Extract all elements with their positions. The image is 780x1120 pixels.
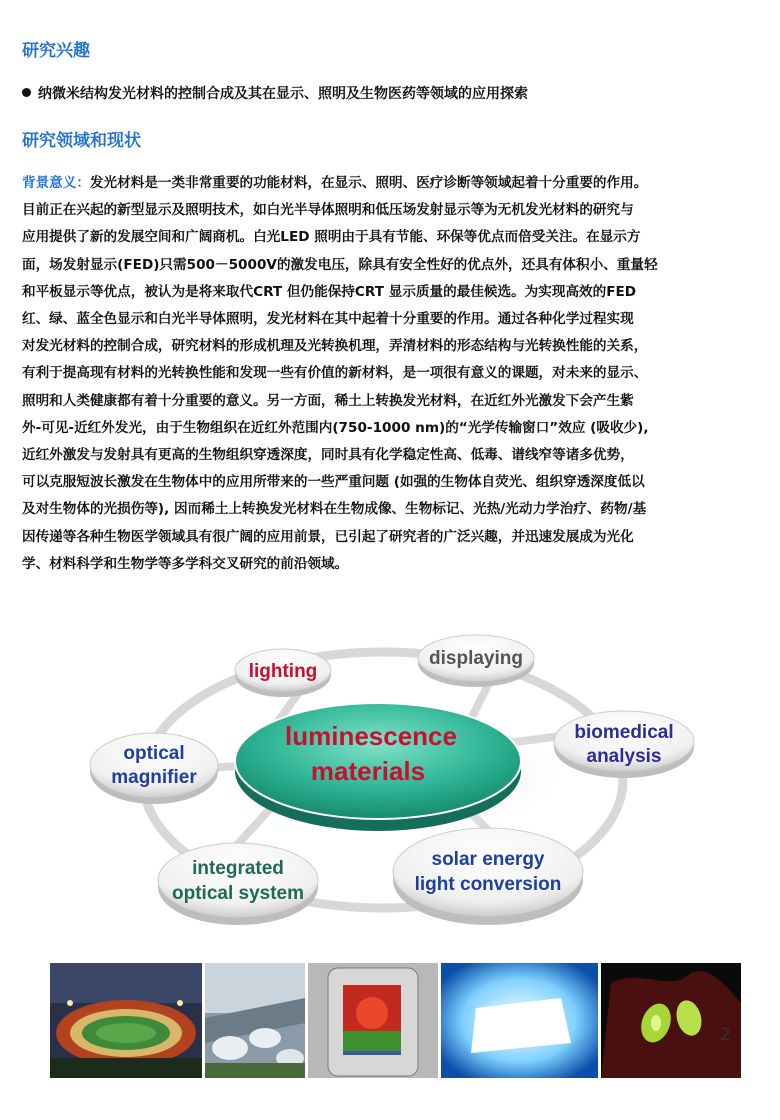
node-label: integrated bbox=[192, 858, 284, 879]
section-title-research-field: 研究领域和现状 bbox=[22, 131, 141, 151]
node-label: analysis bbox=[586, 746, 662, 767]
center-label: luminescence bbox=[285, 721, 457, 751]
paragraph-line: 外-可见-近红外发光，由于生物组织在近红外范围内(750-1000 nm)的“光学传输窗口”效应 (吸收少), bbox=[22, 419, 649, 436]
mobile-phone-display-photo bbox=[308, 963, 438, 1078]
background-label: 背景意义： bbox=[22, 175, 90, 191]
luminescence-applications-diagram bbox=[78, 625, 698, 940]
stadium-photo bbox=[50, 963, 202, 1078]
bullet-dot-icon bbox=[22, 88, 31, 97]
paragraph-line: 因传递等各种生物医学领域具有很广阔的应用前景，已引起了研究者的广泛兴趣，并迅速发展成为光化 bbox=[22, 528, 634, 545]
center-label: materials bbox=[310, 756, 426, 786]
page-number: 2 bbox=[720, 1025, 731, 1045]
node-lighting bbox=[235, 649, 331, 697]
node-biomedical-analysis bbox=[554, 711, 694, 778]
node-solar-energy-light-conversion bbox=[393, 828, 583, 925]
paragraph-line: 面，场发射显示(FED)只需500－5000V的激发电压，除具有安全性好的优点外，还具有体积小、重量轻 bbox=[22, 256, 658, 273]
node-label: light conversion bbox=[414, 874, 562, 895]
node-label: displaying bbox=[429, 648, 523, 669]
center-node-luminescence-materials bbox=[235, 703, 521, 831]
node-label: biomedical bbox=[574, 722, 674, 743]
glowing-light-panel-photo bbox=[441, 963, 598, 1078]
greenhouse-lamps-photo bbox=[205, 963, 305, 1078]
paragraph-line: 背景意义：发光材料是一类非常重要的功能材料，在显示、照明、医疗诊断等领域起着十分重要的作用。 bbox=[22, 175, 648, 191]
paragraph-line: 目前正在兴起的新型显示及照明技术，如白光半导体照明和低压场发射显示等为无机发光材料的研究与 bbox=[22, 202, 634, 219]
research-interest-item bbox=[22, 83, 528, 103]
node-label: magnifier bbox=[111, 767, 197, 788]
paragraph-line: 近红外激发与发射具有更高的生物组织穿透深度，同时具有化学稳定性高、低毒、谱线窄等诸多优势， bbox=[22, 447, 634, 464]
paragraph-line: 对发光材料的控制合成，研究材料的形成机理及光转换机理，弄清材料的形态结构与光转换性能的关系， bbox=[22, 338, 648, 355]
paragraph-line: 学、材料科学和生物学等多学科交叉研究的前沿领域。 bbox=[22, 555, 349, 572]
paragraph-line: 照明和人类健康都有着十分重要的意义。另一方面，稀土上转换发光材料，在近红外光激发下会产生紫 bbox=[22, 392, 634, 409]
fluorescent-cells-photo bbox=[601, 963, 741, 1078]
node-displaying bbox=[418, 635, 534, 687]
background-paragraph bbox=[22, 170, 766, 578]
paragraph-line: 可以克服短波长激发在生物体中的应用所带来的一些严重问题 (如强的生物体自荧光、组织穿透深度低以 bbox=[22, 474, 645, 491]
node-integrated-optical-system bbox=[158, 843, 318, 925]
node-label: solar energy bbox=[431, 849, 545, 870]
node-optical-magnifier bbox=[90, 733, 218, 804]
paragraph-line: 应用提供了新的发展空间和广阔商机。白光LED 照明由于具有节能、环保等优点而倍受关注。在显示方 bbox=[22, 229, 641, 246]
paragraph-line: 和平板显示等优点，被认为是将来取代CRT 但仍能保持CRT 显示质量的最佳候选。为实现高效的FED bbox=[22, 283, 637, 300]
paragraph-line: 有利于提高现有材料的光转换性能和发现一些有价值的新材料，是一项很有意义的课题，对未来的显示、 bbox=[22, 365, 648, 382]
research-interest-text: 纳微米结构发光材料的控制合成及其在显示、照明及生物医药等领域的应用探索 bbox=[38, 86, 528, 102]
node-label: optical system bbox=[172, 883, 304, 904]
section-title-research-interest: 研究兴趣 bbox=[22, 41, 90, 61]
paragraph-line: 红、绿、蓝全色显示和白光半导体照明，发光材料在其中起着十分重要的作用。通过各种化学过程实现 bbox=[22, 311, 634, 328]
paragraph-line: 及对生物体的光损伤等), 因而稀土上转换发光材料在生物成像、生物标记、光热/光动力学治疗、药物/基 bbox=[22, 501, 647, 518]
node-label: lighting bbox=[248, 661, 318, 682]
node-label: optical bbox=[123, 743, 185, 764]
